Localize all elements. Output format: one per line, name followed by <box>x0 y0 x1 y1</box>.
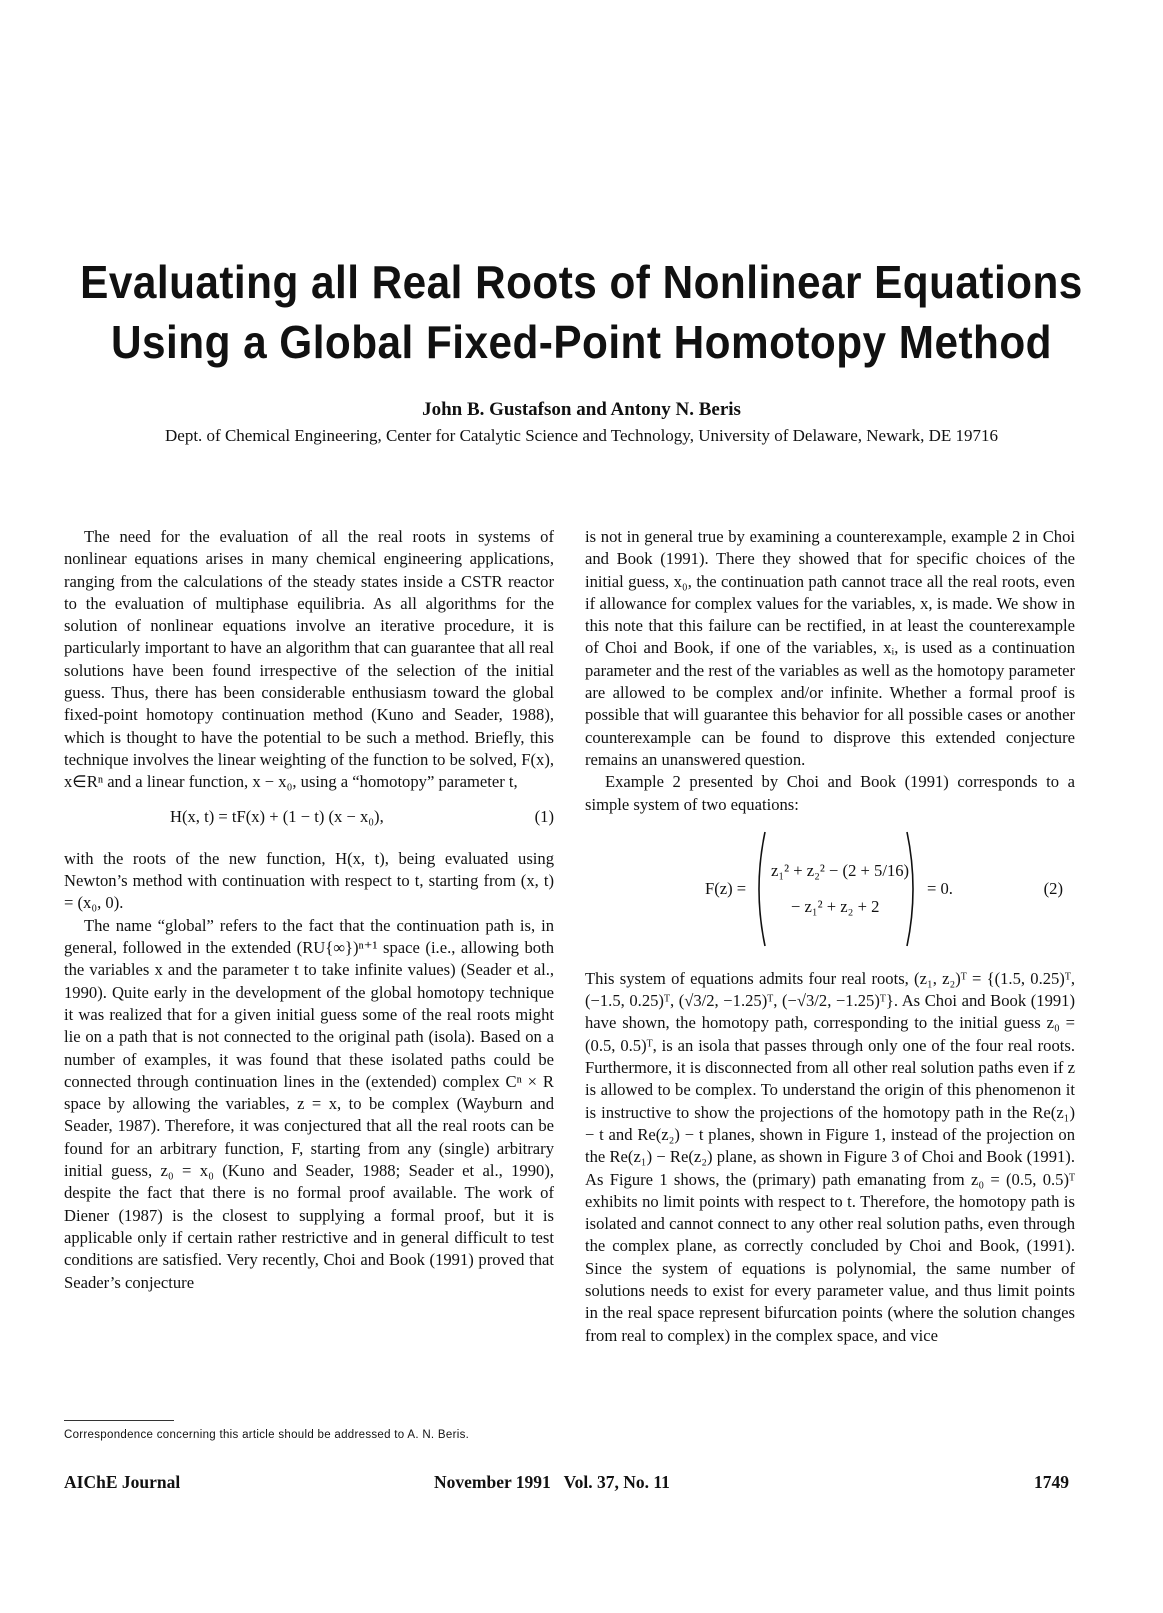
right-column <box>585 526 1075 1347</box>
footer-journal: AIChE Journal <box>64 1472 181 1492</box>
page-number: 1749 <box>1034 1472 1069 1492</box>
left-paragraph-1: The need for the evaluation of all the real roots in systems of nonlinear equations arises in many chemical engineering applications, ranging from the calculations of the steady states inside a CSTR reactor to the evaluation of multiphase equilibria. As all algorithms for the solution of nonlinear equations involve an iterative procedure, it is particularly important to have an algorithm that can guarantee that all real solutions have been found irrespective of the selection of the initial guess. Thus, there has been considerable enthusiasm toward the global fixed-point homotopy continuation method (Kuno and Seader, 1988), which is thought to have the potential to be such a method. Briefly, this technique involves the linear weighting of the function to be solved, F(x), x∈Rⁿ and a linear function, x − x₀, using a “homotopy” parameter t, <box>64 527 554 792</box>
right-paragraph-2: Example 2 presented by Choi and Book (1991) corresponds to a simple system of two equations: <box>585 772 1075 814</box>
equation-2-rhs: = 0. <box>927 878 953 898</box>
equation-2-lhs: F(z) = <box>705 878 747 898</box>
right-paragraph-1: is not in general true by examining a counterexample, example 2 in Choi and Book (1991). There they showed that for specific choices of the initial guess, x₀, the continuation path cannot trace all the real roots, even if allowance for complex values for the variables, x, is made. We show in this note that this failure can be rectified, in at least the counterexample of Choi and Book, if one of the variables, xᵢ, is used as a continuation parameter and the rest of the variables as well as the homotopy parameter are allowed to be complex and/or infinite. Whether a formal proof is possible that will guarantee this behavior for all possible cases or another counterexample can be found to disprove this extended conjecture remains an unanswered question. <box>585 527 1075 769</box>
footer-issue: November 1991 Vol. 37, No. 11 <box>434 1472 670 1492</box>
article-title <box>47 252 1117 372</box>
left-paragraph-3: The name “global” refers to the fact that the continuation path is, in general, followed in the extended (RU{∞})ⁿ⁺¹ space (i.e., allowing both the variables x and the parameter t to take infinite values) (Seader et al., 1990). Quite early in the development of the global homotopy technique it was realized that for a given initial guess some of the real roots might lie on a path that is not connected to the original path (isola). Based on a number of examples, it was found that these isolated paths could be connected through continuation lines in the (extended) complex Cⁿ × R space by allowing the variables, z = x, to be complex (Wayburn and Seader, 1987). Therefore, it was conjectured that all the real roots can be found for an arbitrary function, F, starting from any (single) arbitrary initial guess, z₀ = x₀ (Kuno and Seader, 1988; Seader et al., 1990), despite the fact that there is no formal proof available. The work of Diener (1987) is the closest to supplying a formal proof, but it is applicable only if certain rather restrictive and in general difficult to test conditions are satisfied. Very recently, Choi and Book (1991) proved that Seader’s conjecture <box>64 915 554 1292</box>
right-paren-icon <box>905 830 921 948</box>
equation-2 <box>585 820 1075 958</box>
title-line-1: Evaluating all Real Roots of Nonlinear Equations <box>80 256 1083 308</box>
left-paragraph-2: with the roots of the new function, H(x, t), being evaluated using Newton’s method with continuation with respect to t, starting from (x, t) = (x₀, 0). <box>64 848 554 913</box>
equation-2-number: (2) <box>1043 878 1063 898</box>
equation-2-matrix <box>751 830 921 948</box>
equation-1-body: H(x, t) = tF(x) + (1 − t) (x − x₀), <box>170 806 384 826</box>
left-column <box>64 526 554 1294</box>
left-paren-icon <box>751 830 767 948</box>
equation-2-row-2: − z₁² + z₂ + 2 <box>791 896 880 916</box>
footnote: Correspondence concerning this article should be addressed to A. N. Beris. <box>64 1429 470 1441</box>
authors: John B. Gustafson and Antony N. Beris <box>422 399 741 420</box>
equation-2-row-1: z₁² + z₂² − (2 + 5/16) <box>771 860 910 880</box>
equation-1 <box>64 806 554 828</box>
right-paragraph-3: This system of equations admits four real roots, (z₁, z₂)ᵀ = {(1.5, 0.25)ᵀ, (−1.5, 0.25)ᵀ, (√3/2, −1.25)ᵀ, (−√3/2, −1.25)ᵀ}. As Choi and Book (1991) have shown, the homotopy path, corresponding to the initial guess z₀ = (0.5, 0.5)ᵀ, is an isola that passes through only one of the four real roots. Furthermore, it is disconnected from all other real solution paths even if z is allowed to be complex. To understand the origin of this phenomenon it is instructive to show the projections of the homotopy path in the Re(z₁) − t and Re(z₂) − t planes, shown in Figure 1, instead of the projection on the Re(z₁) − Re(z₂) plane, as shown in Figure 3 of Choi and Book (1991). As Figure 1 shows, the (primary) path emanating from z₀ = (0.5, 0.5)ᵀ exhibits no limit points with respect to t. Therefore, the homotopy path is isolated and cannot connect to any other real solution paths, even through the complex plane, as correctly concluded by Choi and Book, (1991). Since the system of equations is polynomial, the same number of solutions needs to exist for every parameter value, and thus limit points in the real space represent bifurcation points (where the solution changes from real to complex) in the complex space, and vice <box>585 968 1075 1345</box>
affiliation: Dept. of Chemical Engineering, Center for Catalytic Science and Technology, University of Delaware, Newark, DE 19716 <box>165 426 998 445</box>
title-line-2: Using a Global Fixed-Point Homotopy Method <box>111 316 1052 368</box>
equation-1-number: (1) <box>534 806 554 826</box>
footnote-rule <box>64 1420 174 1421</box>
